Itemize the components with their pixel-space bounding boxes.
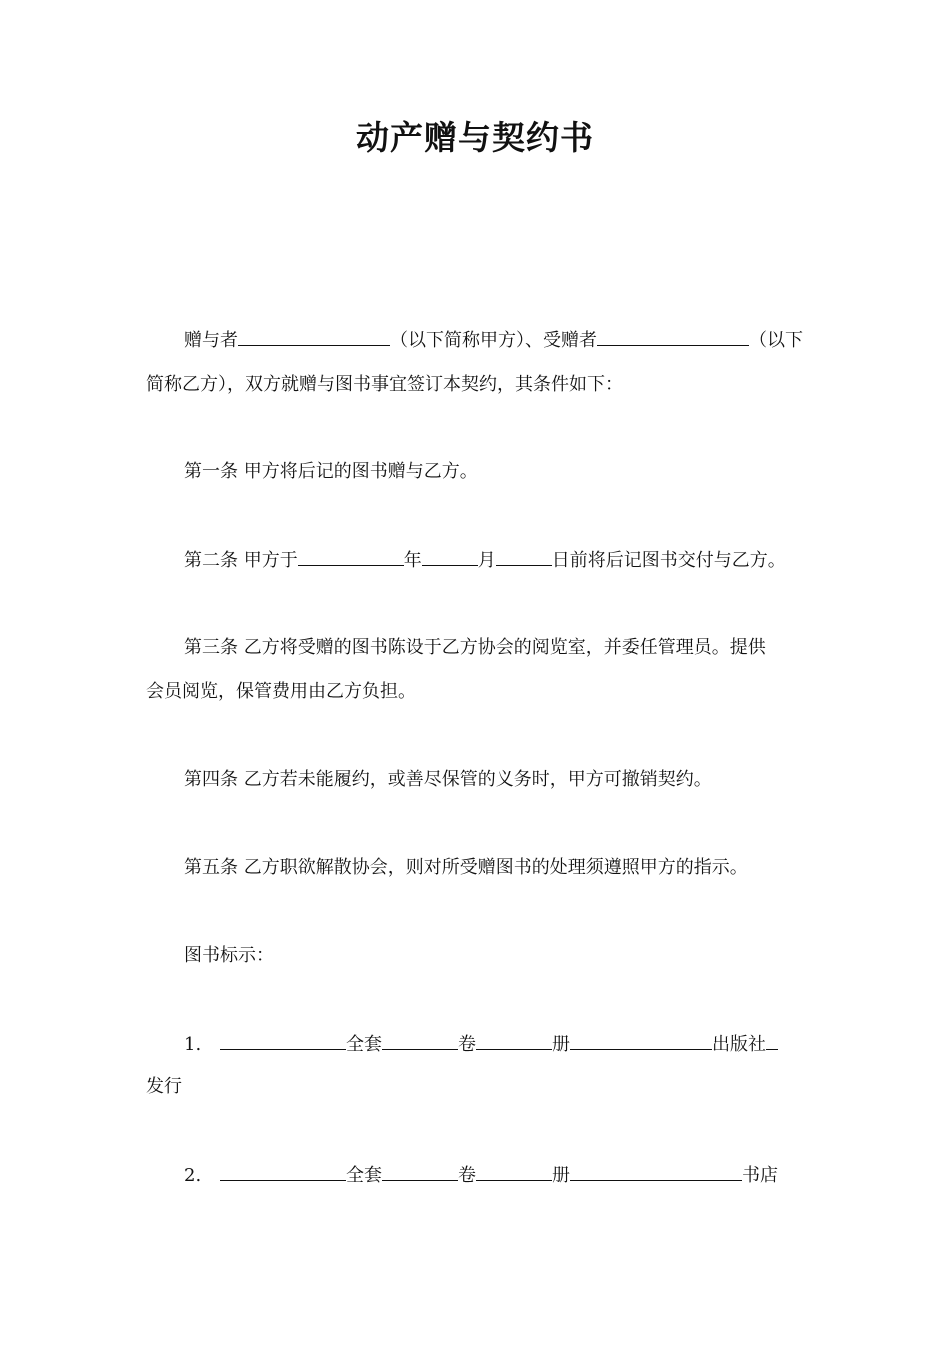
book-1-number: 1. [184,1034,202,1055]
document-title: 动产赠与契约书 [356,118,594,157]
year-blank [298,546,404,566]
month-label: 月 [477,550,496,571]
donor-label: 赠与者 [184,330,238,351]
article-5: 第五条 乙方职欲解散协会，则对所受赠图书的处理须遵照甲方的指示。 [184,857,748,878]
books-label: 图书标示： [184,945,274,966]
article-2-prefix: 第二条 甲方于 [184,550,298,571]
article-4: 第四条 乙方若未能履约，或善尽保管的义务时，甲方可撤销契约。 [184,769,712,790]
recipient-label: 、受赠者 [525,330,597,351]
book-2-copies-label: 册 [552,1165,570,1186]
book-1-line-2: 发行 [146,1076,182,1097]
book-2-set-blank [382,1161,458,1181]
day-suffix: 日前将后记图书交付与乙方。 [551,550,786,571]
article-3-line-1: 第三条 乙方将受赠的图书陈设于乙方协会的阅览室，并委任管理员。提供 [184,637,766,658]
intro-line-2: 简称乙方），双方就赠与图书事宜签订本契约，其条件如下： [146,374,623,395]
recipient-suffix: （以下 [749,330,803,351]
book-1-title-blank [220,1030,346,1050]
book-2-set-label: 全套 [346,1165,382,1186]
book-2-store-blank [570,1161,742,1181]
book-1-volume-blank [476,1030,552,1050]
book-1-copies-label: 册 [552,1034,570,1055]
day-blank [496,546,552,566]
year-label: 年 [403,550,422,571]
book-2-store-label: 书店 [742,1165,778,1186]
intro-line-1 [184,326,803,355]
book-2-title-blank [220,1161,346,1181]
donor-suffix: （以下简称甲方） [390,330,525,351]
book-2-volume-label: 卷 [458,1165,476,1186]
recipient-name-blank [597,326,749,346]
article-1: 第一条 甲方将后记的图书赠与乙方。 [184,461,478,482]
book-1-publisher-blank [570,1030,712,1050]
book-1-line-1 [184,1030,778,1059]
article-2 [184,546,786,575]
book-1-trailing-blank [766,1030,778,1050]
book-1-set-blank [382,1030,458,1050]
book-1-set-label: 全套 [346,1034,382,1055]
donor-name-blank [238,326,390,346]
book-2-line [184,1161,778,1190]
book-2-number: 2. [184,1165,202,1186]
month-blank [422,546,478,566]
article-3-line-2: 会员阅览，保管费用由乙方负担。 [146,681,416,702]
book-2-volume-blank [476,1161,552,1181]
book-1-volume-label: 卷 [458,1034,476,1055]
book-1-publisher-label: 出版社 [712,1034,766,1055]
